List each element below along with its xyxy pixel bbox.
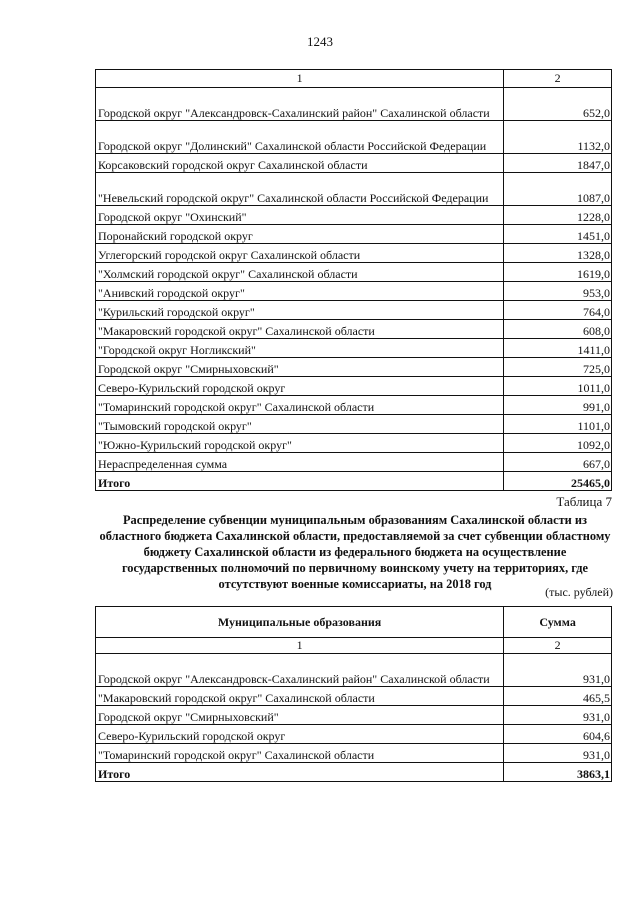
- municipality-name: "Макаровский городской округ" Сахалинской области: [96, 320, 504, 339]
- amount-value: 953,0: [504, 282, 612, 301]
- table-row: [96, 244, 612, 263]
- municipality-name: Городской округ "Александровск-Сахалинский район" Сахалинской области: [96, 654, 504, 687]
- table-row: [96, 339, 612, 358]
- column-number-2: 2: [504, 638, 612, 654]
- amount-value: 931,0: [504, 706, 612, 725]
- amount-value: 725,0: [504, 358, 612, 377]
- table-row: [96, 396, 612, 415]
- table-row: [96, 654, 612, 687]
- municipality-name: "Томаринский городской округ" Сахалинской области: [96, 744, 504, 763]
- table-row: [96, 173, 612, 206]
- column-number-1: 1: [96, 70, 504, 88]
- municipality-name: "Невельский городской округ" Сахалинской области Российской Федерации: [96, 173, 504, 206]
- amount-value: 1011,0: [504, 377, 612, 396]
- total-row: [96, 472, 612, 491]
- table-row: [96, 377, 612, 396]
- table-row: [96, 263, 612, 282]
- column-number-row: [96, 638, 612, 654]
- municipality-name: Углегорский городской округ Сахалинской области: [96, 244, 504, 263]
- table-row: [96, 88, 612, 121]
- table-row: [96, 121, 612, 154]
- page-number: 1243: [307, 34, 333, 49]
- amount-value: 1411,0: [504, 339, 612, 358]
- table-row: [96, 744, 612, 763]
- column-number-row: [96, 70, 612, 88]
- military-registration-subvention-table: [95, 606, 612, 782]
- total-label: Итого: [96, 763, 504, 782]
- amount-value: 1132,0: [504, 121, 612, 154]
- table-row: [96, 301, 612, 320]
- amount-value: 652,0: [504, 88, 612, 121]
- table-row: [96, 320, 612, 339]
- municipality-name: "Городской округ Ногликский": [96, 339, 504, 358]
- amount-value: 1101,0: [504, 415, 612, 434]
- header-municipalities: Муниципальные образования: [96, 607, 504, 638]
- header-row: [96, 607, 612, 638]
- municipality-name: Северо-Курильский городской округ: [96, 725, 504, 744]
- total-value: 3863,1: [504, 763, 612, 782]
- municipality-name: Городской округ "Смирныховский": [96, 358, 504, 377]
- table-row: [96, 687, 612, 706]
- amount-value: 608,0: [504, 320, 612, 339]
- amount-value: 931,0: [504, 744, 612, 763]
- table-row: [96, 358, 612, 377]
- subvention-table-top: [95, 69, 612, 491]
- amount-value: 764,0: [504, 301, 612, 320]
- amount-value: 1619,0: [504, 263, 612, 282]
- municipality-name: Городской округ "Долинский" Сахалинской области Российской Федерации: [96, 121, 504, 154]
- municipality-name: "Курильский городской округ": [96, 301, 504, 320]
- municipality-name: "Южно-Курильский городской округ": [96, 434, 504, 453]
- units-note: (тыс. рублей): [545, 585, 613, 599]
- amount-value: 1087,0: [504, 173, 612, 206]
- table-row: [96, 706, 612, 725]
- amount-value: 604,6: [504, 725, 612, 744]
- table-row: [96, 453, 612, 472]
- amount-value: 1847,0: [504, 154, 612, 173]
- amount-value: 1328,0: [504, 244, 612, 263]
- table-row: [96, 434, 612, 453]
- municipality-name: "Холмский городской округ" Сахалинской области: [96, 263, 504, 282]
- municipality-name: Нераспределенная сумма: [96, 453, 504, 472]
- amount-value: 991,0: [504, 396, 612, 415]
- amount-value: 667,0: [504, 453, 612, 472]
- municipality-name: Поронайский городской округ: [96, 225, 504, 244]
- municipality-name: Северо-Курильский городской округ: [96, 377, 504, 396]
- municipality-name: Корсаковский городской округ Сахалинской области: [96, 154, 504, 173]
- amount-value: 465,5: [504, 687, 612, 706]
- municipality-name: "Тымовский городской округ": [96, 415, 504, 434]
- table-title: Распределение субвенции муниципальным образованиям Сахалинской области из областного бюджета Сахалинской области, предоставляемой за счет субвенции областному бюджету Сахалинской области из федерального бюджета на осуществление государственных полномочий по первичному воинскому учету на территориях, где отсутствуют военные комиссариаты, на 2018 год: [99, 513, 611, 591]
- amount-value: 1092,0: [504, 434, 612, 453]
- table-row: [96, 725, 612, 744]
- amount-value: 1451,0: [504, 225, 612, 244]
- table-row: [96, 282, 612, 301]
- amount-value: 1228,0: [504, 206, 612, 225]
- municipality-name: "Томаринский городской округ" Сахалинской области: [96, 396, 504, 415]
- total-label: Итого: [96, 472, 504, 491]
- municipality-name: Городской округ "Охинский": [96, 206, 504, 225]
- municipality-name: "Макаровский городской округ" Сахалинской области: [96, 687, 504, 706]
- table-row: [96, 206, 612, 225]
- table-row: [96, 154, 612, 173]
- municipality-name: "Анивский городской округ": [96, 282, 504, 301]
- column-number-1: 1: [96, 638, 504, 654]
- column-number-2: 2: [504, 70, 612, 88]
- total-value: 25465,0: [504, 472, 612, 491]
- header-amount: Сумма: [504, 607, 612, 638]
- table-label: Таблица 7: [556, 494, 612, 509]
- municipality-name: Городской округ "Александровск-Сахалинский район" Сахалинской области: [96, 88, 504, 121]
- amount-value: 931,0: [504, 654, 612, 687]
- total-row: [96, 763, 612, 782]
- municipality-name: Городской округ "Смирныховский": [96, 706, 504, 725]
- table-row: [96, 225, 612, 244]
- table-row: [96, 415, 612, 434]
